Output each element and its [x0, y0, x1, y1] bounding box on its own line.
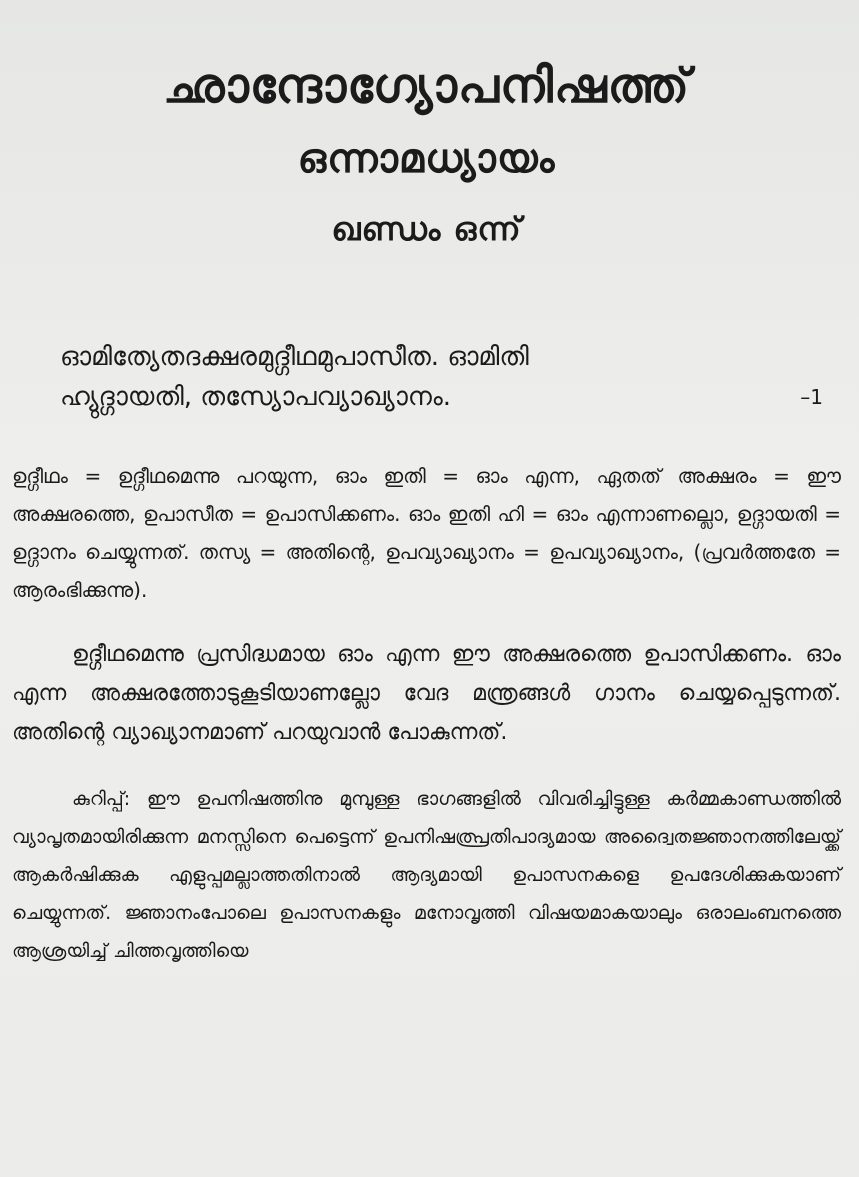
- sanskrit-verse: [60, 337, 823, 417]
- translation-paragraph: ഉദ്ഗീഥമെന്നു പ്രസിദ്ധമായ ഓം എന്ന ഈ അക്ഷരത്തെ ഉപാസിക്കണം. ഓം എന്ന അക്ഷരത്തോടുകൂടിയാണല്ലോ വേദ മന്ത്രങ്ങൾ ഗാനം ചെയ്യപ്പെടുന്നത്. അതിന്റെ വ്യാഖ്യാനമാണ് പറയുവാൻ പോകുന്നത്.: [12, 642, 841, 745]
- verse-number: –1: [800, 385, 823, 409]
- verse-line-2: ഹ്യുദ്ഗായതി, തസ്യോപവ്യാഖ്യാനം.: [60, 382, 452, 412]
- chapter-heading: ഒന്നാമധ്യായം: [297, 135, 556, 182]
- section-heading: ഖണ്ഡം ഒന്ന്: [331, 210, 522, 248]
- page-title: ഛാന്ദോഗ്യോപനിഷത്ത്: [162, 58, 691, 114]
- word-meaning-gloss: ഉദ്ഗീഥം = ഉദ്ഗീഥമെന്നു പറയുന്ന, ഓം ഇതി = ഓം എന്ന, ഏതത് അക്ഷരം = ഈ അക്ഷരത്തെ, ഉപാസീത = ഉപാസിക്കണം. ഓം ഇതി ഹി = ഓം എന്നാണല്ലൊ, ഉദ്ഗായതി = ഉദ്ഗാനം ചെയ്യുന്നത്. തസ്യ = അതിന്റെ, ഉപവ്യാഖ്യാനം = ഉപവ്യാഖ്യാനം, (പ്രവർത്തതേ = ആരംഭിക്കുന്നു).: [12, 464, 841, 602]
- verse-line-1: ഓമിത്യേതദക്ഷരമുദ്ഗീഥമുപാസീത. ഓമിതി: [60, 342, 529, 372]
- commentary-note: കുറിപ്പ്: ഈ ഉപനിഷത്തിനു മുമ്പുള്ള ഭാഗങ്ങളിൽ വിവരിച്ചിട്ടുള്ള കർമ്മകാണ്ഡത്തിൽ വ്യാപൃതമായിരിക്കുന്ന മനസ്സിനെ പെട്ടെന്ന് ഉപനിഷത്പ്രതിപാദ്യമായ അദ്വൈതജ്ഞാനത്തിലേയ്ക്ക് ആകർഷിക്കുക എളുപ്പമല്ലാത്തതിനാൽ ആദ്യമായി ഉപാസനകളെ ഉപദേശിക്കുകയാണ് ചെയ്യുന്നത്. ജ്ഞാനംപോലെ ഉപാസനകളും മനോവൃത്തി വിഷയമാകയാലും ഒരാലംബനത്തെ ആശ്രയിച്ച് ചിത്തവൃത്തിയെ: [12, 788, 841, 962]
